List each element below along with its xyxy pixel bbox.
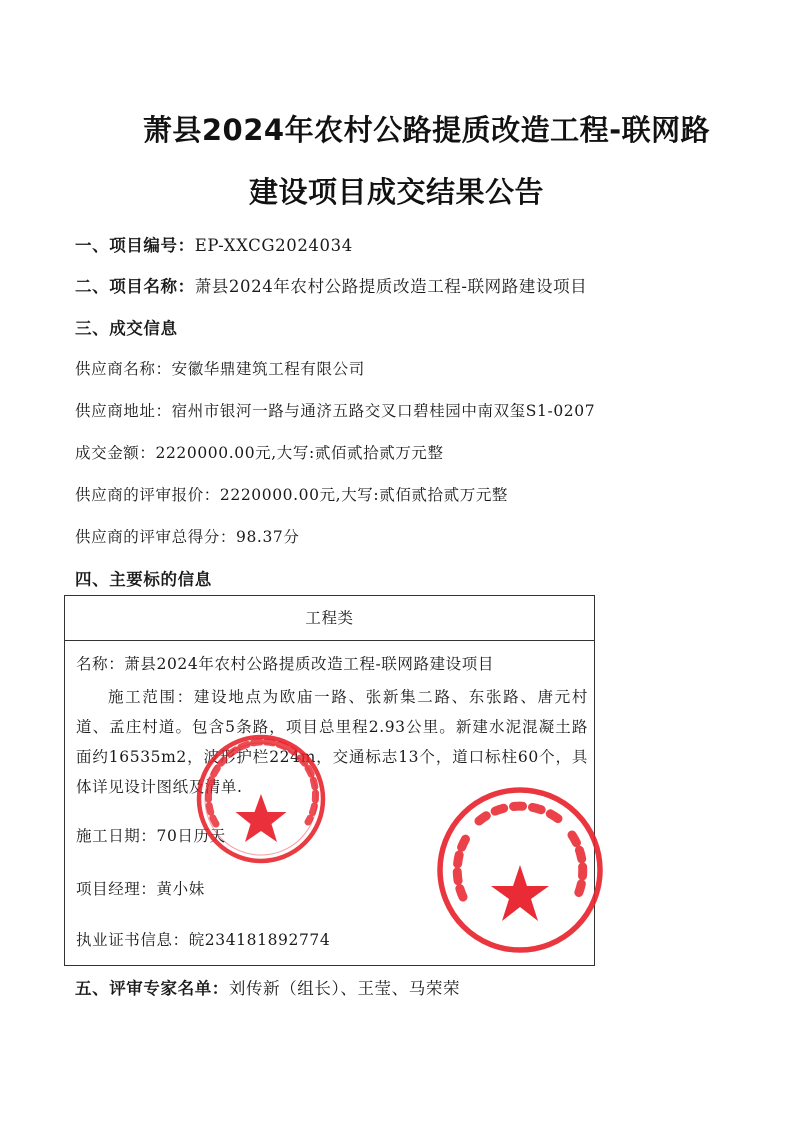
- supplier-name: 供应商名称：安徽华鼎建筑工程有限公司: [75, 360, 365, 378]
- table-project-name: 名称：萧县2024年农村公路提质改造工程-联网路建设项目: [76, 655, 494, 673]
- project-number-label: 一、项目编号：: [75, 236, 195, 255]
- table-certificate-info: 执业证书信息：皖234181892774: [76, 931, 331, 949]
- title-line-2: 建设项目成交结果公告: [248, 175, 544, 209]
- project-name-row: [75, 273, 587, 297]
- supplier-address: 供应商地址：宿州市银河一路与通济五路交叉口碧桂园中南双玺S1-0207: [75, 402, 596, 420]
- company-seal-stamp: [194, 732, 328, 866]
- deal-info-heading: 三、成交信息: [75, 319, 178, 338]
- project-name-value: 萧县2024年农村公路提质改造工程-联网路建设项目: [194, 277, 588, 296]
- bureau-seal-stamp: [435, 785, 605, 955]
- project-number-value: EP-XXCG2024034: [194, 236, 353, 255]
- project-number-row: [75, 232, 353, 256]
- project-name-label: 二、项目名称：: [75, 277, 195, 296]
- review-price: 供应商的评审报价：2220000.00元,大写:贰佰贰拾贰万元整: [75, 486, 509, 504]
- table-construction-scope: 施工范围：建设地点为欧庙一路、张新集二路、东张路、唐元村道、孟庄村道。包含5条路，项目总里程2.93公里。新建水泥混凝土路面约16535m2，波形护栏224m，交通标志13个，道口标柱60个，具体详见设计图纸及清单.: [76, 688, 588, 796]
- review-score: 供应商的评审总得分：98.37分: [75, 528, 300, 546]
- table-project-manager: 项目经理：黄小妹: [76, 880, 205, 898]
- deal-amount: 成交金额：2220000.00元,大写:贰佰贰拾贰万元整: [75, 444, 444, 462]
- expert-list-row: [75, 975, 460, 999]
- table-construction-duration: 施工日期：70日历天: [76, 827, 226, 845]
- title-line-1: 萧县2024年农村公路提质改造工程-联网路: [142, 113, 711, 147]
- expert-list-value: 刘传新（组长）、王莹、马荣荣: [228, 979, 461, 998]
- table-header: 工程类: [65, 596, 594, 641]
- subject-info-heading: 四、主要标的信息: [75, 570, 212, 589]
- expert-list-label: 五、评审专家名单：: [75, 979, 229, 998]
